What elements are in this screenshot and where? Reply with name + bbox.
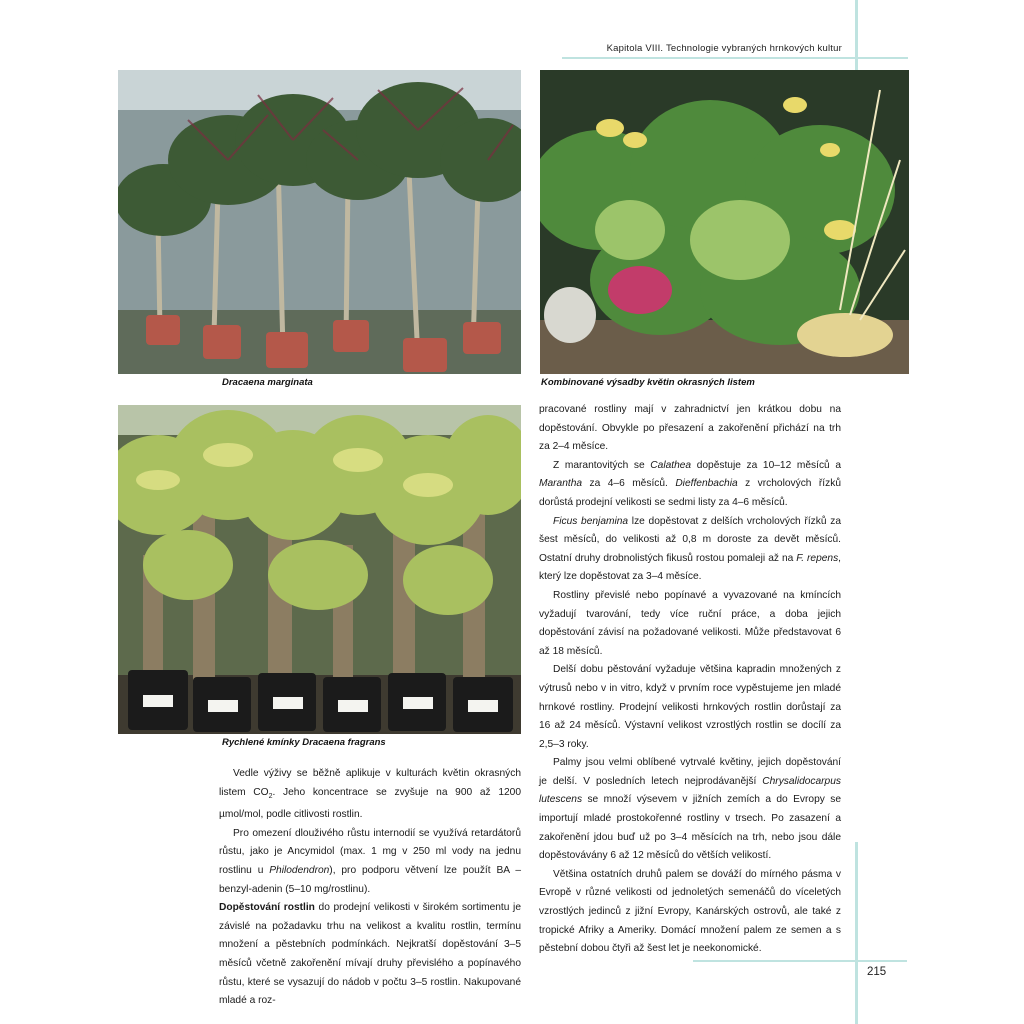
paragraph-marantovite: Z marantovitých se Calathea dopěstuje za 10–12 měsíců a Marantha za 4–6 měsíců. Dieffenbachia z vrcholových řízků dorůstá prodejní velikosti se sedmi listy za 4–6 měsíců.	[539, 459, 841, 508]
footer-rule	[693, 960, 907, 962]
paragraph-palmy: Palmy jsou velmi oblíbené vytrvalé květiny, jejich dopěstování je delší. V posledních letech nejprodávanější Chrysalidocarpus lutescens se množí výsevem v jižních zemích a do Evropy se importují mladé prostokořenné rostliny v trsech. Po zasazení a zakořenění jdou buď už po 3–4 měsících na trh, nebo jsou dále dopěstovávány 6 až 12 měsíců do větších velikostí.	[539, 757, 841, 862]
dracaena-fragrans-image	[118, 405, 521, 734]
left-text-column	[219, 765, 521, 1011]
paragraph-co2: Vedle výživy se běžně aplikuje v kulturách květin okrasných listem $CO_2$. Jeho koncentrace se zvyšuje na 900 až 1200 µmol/mol, podle citlivosti rostlin.	[219, 768, 522, 821]
paragraph-retardatory: Pro omezení dlouživého růstu internodií se využívá retardátorů růstu, jako je Ancymidol (max. 1 mg v 250 ml vody na jednu rostlinu u Philodendron), pro podporu větvení lze použít BA – benzyl-adenin (5–10 mg/rostlinu).	[219, 827, 522, 895]
kombinovane-vysadby-image	[540, 70, 909, 374]
paragraph-ostatni-palmy: Většina ostatních druhů palem se dováží do mírného pásma v Evropě v různé velikosti od jednoletých semenáčů do víceletých vzrostlých jedinců z jižní Evropy, Kanárských ostrovů, ale také z tropické Afriky a Ameriky. Domácí množení palem ze semen a s pěstební dobou čtyři až šest let je neekonomické.	[539, 868, 841, 955]
top-vertical-rule	[855, 0, 858, 70]
photo-dracaena-marginata	[118, 70, 521, 374]
photo-dracaena-fragrans	[118, 405, 521, 734]
paragraph-continuation: pracované rostliny mají v zahradnictví jen krátkou dobu na dopěstování. Obvykle po přesazení a zakořenění přichází na trh za 2–4 měsíce.	[539, 404, 841, 453]
dracaena-marginata-image	[118, 70, 521, 374]
caption-dracaena-fragrans: Rychlené kmínky Dracaena fragrans	[222, 737, 386, 748]
right-text-column	[539, 401, 841, 959]
photo-kombinovane-vysadby	[540, 70, 909, 374]
paragraph-dopestovani: Dopěstování rostlin do prodejní velikosti v širokém sortimentu je závislé na požadavku trhu na velikost a kvalitu rostlin, termínu množení a pěstebních podmínkách. Nejkratší dopěstování 3–5 měsíců včetně zakořenění mívají druhy převislého a popínavého růstu, které se vysazují do nádob v počtu 3–5 rostlin. Nakupované mladé a roz-	[219, 902, 521, 1007]
running-header: Kapitola VIII. Technologie vybraných hrnkových kultur	[606, 43, 842, 54]
paragraph-ficus: Ficus benjamina lze dopěstovat z delších vrcholových řízků za šest měsíců, do velikosti až 0,8 m doroste za devět měsíců. Ostatní druhy drobnolistých fikusů rostou pomaleji až na F. repens, který lze dopěstovat za 3–4 měsíce.	[539, 515, 842, 583]
caption-kombinovane-vysadby: Kombinované výsadby květin okrasných listem	[541, 377, 755, 388]
bottom-vertical-rule	[855, 842, 858, 1024]
page-number: 215	[867, 966, 887, 978]
paragraph-previsle: Rostliny převislé nebo popínavé a vyvazované na kmíncích vyžadují tvarování, tedy více ruční práce, a doba jejich dopěstování závisí na požadované velikosti. Může představovat 6 až 18 měsíců.	[539, 589, 841, 657]
paragraph-kapradiny: Delší dobu pěstování vyžaduje většina kapradin množených z výtrusů nebo v in vitro, když v prvním roce vypěstujeme jen mladé hrnkové rostliny. Prodejní velikosti hrnkových rostlin dorůstají za 16 až 24 měsíců. Výstavní velikost vzrostlých rostlin se docílí za 2,5–3 roky.	[539, 664, 841, 750]
caption-dracaena-marginata: Dracaena marginata	[222, 377, 313, 388]
header-rule	[562, 57, 908, 59]
